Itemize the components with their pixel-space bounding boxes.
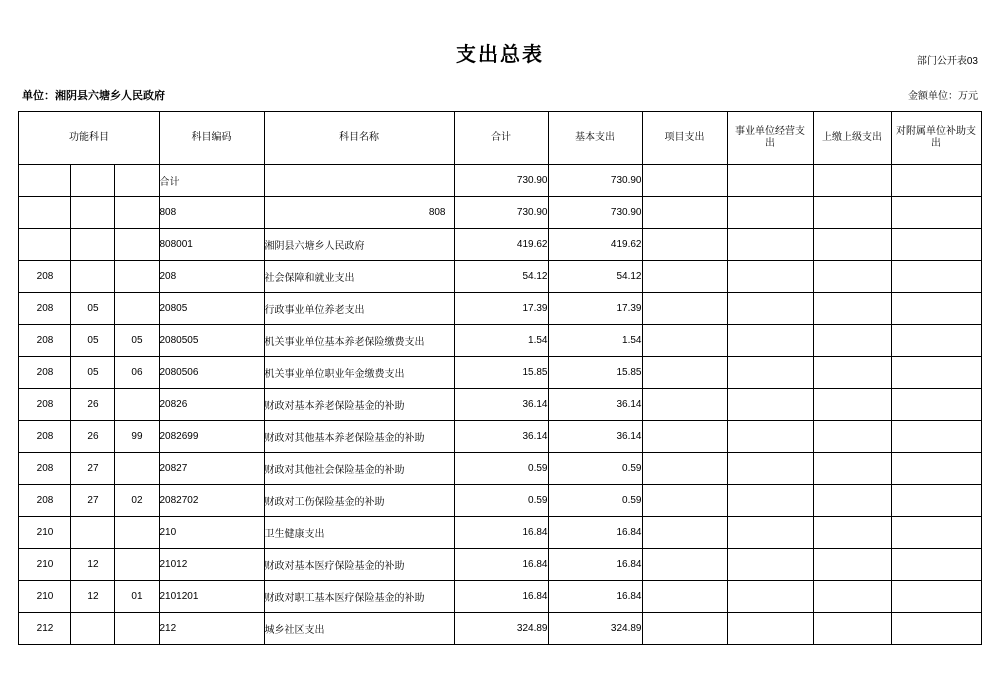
table-row (19, 229, 981, 261)
cell-total: 0.59 (454, 453, 548, 485)
cell-basic-expenditure: 730.90 (548, 165, 642, 197)
cell-project-expenditure (642, 165, 727, 197)
cell-subsidy-to-subordinate (891, 389, 981, 421)
cell-total: 730.90 (454, 197, 548, 229)
cell-business-operation (727, 165, 813, 197)
table-row (19, 165, 981, 197)
cell-total: 0.59 (454, 485, 548, 517)
cell-basic-expenditure: 419.62 (548, 229, 642, 261)
cell-function-class: 208 (19, 357, 71, 389)
cell-basic-expenditure: 16.84 (548, 517, 642, 549)
document-page (0, 38, 1000, 673)
cell-subsidy-to-subordinate (891, 549, 981, 581)
cell-project-expenditure (642, 389, 727, 421)
cell-paid-to-higher-level (813, 325, 891, 357)
cell-function-section: 05 (71, 293, 115, 325)
cell-total: 36.14 (454, 421, 548, 453)
cell-function-item: 05 (115, 325, 159, 357)
cell-total: 16.84 (454, 517, 548, 549)
cell-function-class: 208 (19, 293, 71, 325)
cell-paid-to-higher-level (813, 165, 891, 197)
cell-paid-to-higher-level (813, 197, 891, 229)
cell-function-class: 208 (19, 485, 71, 517)
cell-function-class (19, 229, 71, 261)
cell-function-item: 99 (115, 421, 159, 453)
cell-paid-to-higher-level (813, 613, 891, 645)
cell-subject-code: 808001 (159, 229, 264, 261)
cell-function-section: 05 (71, 325, 115, 357)
table-row (19, 581, 981, 613)
cell-paid-to-higher-level (813, 293, 891, 325)
cell-subsidy-to-subordinate (891, 165, 981, 197)
cell-business-operation (727, 261, 813, 293)
cell-function-section: 05 (71, 357, 115, 389)
cell-project-expenditure (642, 485, 727, 517)
cell-function-section: 26 (71, 389, 115, 421)
cell-subsidy-to-subordinate (891, 421, 981, 453)
unit-label: 单位：湘阴县六塘乡人民政府 (22, 90, 165, 102)
cell-function-item (115, 293, 159, 325)
cell-subject-name: 财政对基本医疗保险基金的补助 (264, 549, 454, 581)
table-row (19, 453, 981, 485)
cell-paid-to-higher-level (813, 421, 891, 453)
cell-paid-to-higher-level (813, 485, 891, 517)
cell-total: 17.39 (454, 293, 548, 325)
col-header-project-expenditure (642, 112, 727, 165)
cell-subsidy-to-subordinate (891, 517, 981, 549)
cell-function-section: 12 (71, 581, 115, 613)
amount-unit-label: 金额单位：万元 (908, 91, 978, 102)
cell-subsidy-to-subordinate (891, 581, 981, 613)
cell-function-item (115, 229, 159, 261)
cell-business-operation (727, 421, 813, 453)
cell-function-class: 208 (19, 325, 71, 357)
table-row (19, 517, 981, 549)
cell-function-item (115, 165, 159, 197)
cell-function-section (71, 261, 115, 293)
cell-business-operation (727, 229, 813, 261)
cell-subject-code: 21012 (159, 549, 264, 581)
cell-subject-name: 社会保障和就业支出 (264, 261, 454, 293)
cell-subject-name: 城乡社区支出 (264, 613, 454, 645)
cell-total: 16.84 (454, 549, 548, 581)
cell-function-class (19, 197, 71, 229)
cell-basic-expenditure: 730.90 (548, 197, 642, 229)
cell-basic-expenditure: 0.59 (548, 485, 642, 517)
cell-subject-name: 财政对基本养老保险基金的补助 (264, 389, 454, 421)
cell-subsidy-to-subordinate (891, 453, 981, 485)
cell-project-expenditure (642, 261, 727, 293)
cell-function-class: 210 (19, 517, 71, 549)
cell-total: 36.14 (454, 389, 548, 421)
page-title: 支出总表 (456, 44, 544, 66)
cell-function-class: 210 (19, 581, 71, 613)
col-header-business-operation (727, 112, 813, 165)
cell-subject-code: 2101201 (159, 581, 264, 613)
cell-function-item: 02 (115, 485, 159, 517)
cell-paid-to-higher-level (813, 261, 891, 293)
cell-basic-expenditure: 16.84 (548, 549, 642, 581)
cell-subsidy-to-subordinate (891, 325, 981, 357)
col-header-function-subject (19, 112, 159, 165)
cell-paid-to-higher-level (813, 389, 891, 421)
table-row (19, 357, 981, 389)
cell-subject-name: 财政对工伤保险基金的补助 (264, 485, 454, 517)
col-header-total-label: 合计 (491, 131, 511, 143)
cell-basic-expenditure: 0.59 (548, 453, 642, 485)
cell-subject-code: 2080505 (159, 325, 264, 357)
cell-subject-name: 机关事业单位基本养老保险缴费支出 (264, 325, 454, 357)
cell-business-operation (727, 581, 813, 613)
cell-function-item (115, 517, 159, 549)
cell-business-operation (727, 613, 813, 645)
col-header-basic-expenditure-label: 基本支出 (575, 131, 615, 143)
cell-business-operation (727, 293, 813, 325)
cell-paid-to-higher-level (813, 453, 891, 485)
cell-function-section (71, 613, 115, 645)
cell-function-section: 12 (71, 549, 115, 581)
cell-subsidy-to-subordinate (891, 293, 981, 325)
col-header-function-subject-label: 功能科目 (68, 131, 109, 143)
cell-basic-expenditure: 324.89 (548, 613, 642, 645)
cell-function-item (115, 197, 159, 229)
col-header-basic-expenditure (548, 112, 642, 165)
cell-paid-to-higher-level (813, 549, 891, 581)
cell-function-class: 208 (19, 421, 71, 453)
cell-project-expenditure (642, 357, 727, 389)
cell-business-operation (727, 389, 813, 421)
cell-subsidy-to-subordinate (891, 613, 981, 645)
cell-function-class: 208 (19, 453, 71, 485)
cell-function-class: 212 (19, 613, 71, 645)
col-header-subsidy-to-subordinate-label: 对附属单位补助支出 (896, 125, 976, 149)
cell-total: 419.62 (454, 229, 548, 261)
cell-function-section: 27 (71, 485, 115, 517)
cell-subject-code: 2082699 (159, 421, 264, 453)
cell-subject-name: 财政对其他基本养老保险基金的补助 (264, 421, 454, 453)
cell-subject-name: 财政对职工基本医疗保险基金的补助 (264, 581, 454, 613)
table-row (19, 389, 981, 421)
cell-subject-code: 2080506 (159, 357, 264, 389)
cell-basic-expenditure: 16.84 (548, 581, 642, 613)
cell-total: 16.84 (454, 581, 548, 613)
cell-project-expenditure (642, 613, 727, 645)
cell-function-class: 208 (19, 389, 71, 421)
cell-subject-code: 20826 (159, 389, 264, 421)
cell-basic-expenditure: 1.54 (548, 325, 642, 357)
cell-function-item: 01 (115, 581, 159, 613)
cell-business-operation (727, 453, 813, 485)
cell-subject-name: 行政事业单位养老支出 (264, 293, 454, 325)
cell-subject-name: 808 (264, 197, 454, 229)
cell-function-class (19, 165, 71, 197)
col-header-paid-to-higher-level (813, 112, 891, 165)
table-row (19, 293, 981, 325)
cell-subject-code: 20805 (159, 293, 264, 325)
cell-business-operation (727, 549, 813, 581)
expenditure-table (18, 111, 981, 645)
cell-paid-to-higher-level (813, 581, 891, 613)
cell-subject-name (264, 165, 454, 197)
cell-basic-expenditure: 36.14 (548, 389, 642, 421)
table-row (19, 549, 981, 581)
cell-project-expenditure (642, 293, 727, 325)
meta-row (0, 87, 1000, 103)
cell-basic-expenditure: 17.39 (548, 293, 642, 325)
cell-subject-name: 湘阴县六塘乡人民政府 (264, 229, 454, 261)
cell-subsidy-to-subordinate (891, 197, 981, 229)
cell-function-item (115, 261, 159, 293)
cell-subject-code: 208 (159, 261, 264, 293)
cell-function-section (71, 197, 115, 229)
col-header-subject-code (159, 112, 264, 165)
cell-function-class: 210 (19, 549, 71, 581)
cell-subject-name: 卫生健康支出 (264, 517, 454, 549)
table-row (19, 261, 981, 293)
cell-project-expenditure (642, 421, 727, 453)
col-header-business-operation-label: 事业单位经营支出 (735, 125, 805, 149)
cell-total: 730.90 (454, 165, 548, 197)
cell-project-expenditure (642, 581, 727, 613)
cell-subsidy-to-subordinate (891, 261, 981, 293)
cell-project-expenditure (642, 325, 727, 357)
cell-paid-to-higher-level (813, 517, 891, 549)
cell-subject-code: 20827 (159, 453, 264, 485)
cell-function-item (115, 613, 159, 645)
col-header-subject-name-label: 科目名称 (339, 131, 379, 143)
table-row (19, 421, 981, 453)
cell-basic-expenditure: 54.12 (548, 261, 642, 293)
cell-paid-to-higher-level (813, 357, 891, 389)
table-row (19, 613, 981, 645)
cell-paid-to-higher-level (813, 229, 891, 261)
table-row (19, 325, 981, 357)
cell-function-item (115, 389, 159, 421)
cell-function-item (115, 549, 159, 581)
cell-function-class: 208 (19, 261, 71, 293)
cell-subsidy-to-subordinate (891, 357, 981, 389)
cell-project-expenditure (642, 229, 727, 261)
cell-function-item (115, 453, 159, 485)
cell-total: 15.85 (454, 357, 548, 389)
cell-function-section: 26 (71, 421, 115, 453)
cell-total: 1.54 (454, 325, 548, 357)
col-header-subject-name (264, 112, 454, 165)
cell-function-item: 06 (115, 357, 159, 389)
col-header-total (454, 112, 548, 165)
cell-subsidy-to-subordinate (891, 485, 981, 517)
cell-business-operation (727, 197, 813, 229)
cell-subsidy-to-subordinate (891, 229, 981, 261)
cell-basic-expenditure: 36.14 (548, 421, 642, 453)
cell-project-expenditure (642, 453, 727, 485)
cell-subject-code: 212 (159, 613, 264, 645)
col-header-project-expenditure-label: 项目支出 (664, 131, 705, 143)
cell-total: 324.89 (454, 613, 548, 645)
col-header-paid-to-higher-level-label: 上缴上级支出 (822, 131, 882, 143)
cell-subject-code: 808 (159, 197, 264, 229)
cell-subject-code: 2082702 (159, 485, 264, 517)
cell-subject-name: 机关事业单位职业年金缴费支出 (264, 357, 454, 389)
cell-basic-expenditure: 15.85 (548, 357, 642, 389)
cell-function-section (71, 165, 115, 197)
cell-subject-name: 财政对其他社会保险基金的补助 (264, 453, 454, 485)
cell-project-expenditure (642, 197, 727, 229)
cell-business-operation (727, 357, 813, 389)
col-header-subsidy-to-subordinate (891, 112, 981, 165)
table-header-row (19, 112, 981, 165)
cell-business-operation (727, 517, 813, 549)
table-row (19, 485, 981, 517)
cell-project-expenditure (642, 517, 727, 549)
form-number-note: 部门公开表03 (916, 56, 978, 67)
cell-business-operation (727, 325, 813, 357)
table-body (19, 165, 981, 645)
table-row (19, 197, 981, 229)
cell-project-expenditure (642, 549, 727, 581)
col-header-subject-code-label: 科目编码 (191, 131, 232, 143)
cell-function-section (71, 229, 115, 261)
cell-function-section: 27 (71, 453, 115, 485)
cell-function-section (71, 517, 115, 549)
cell-subject-code: 合计 (159, 165, 264, 197)
cell-business-operation (727, 485, 813, 517)
cell-subject-code: 210 (159, 517, 264, 549)
cell-total: 54.12 (454, 261, 548, 293)
